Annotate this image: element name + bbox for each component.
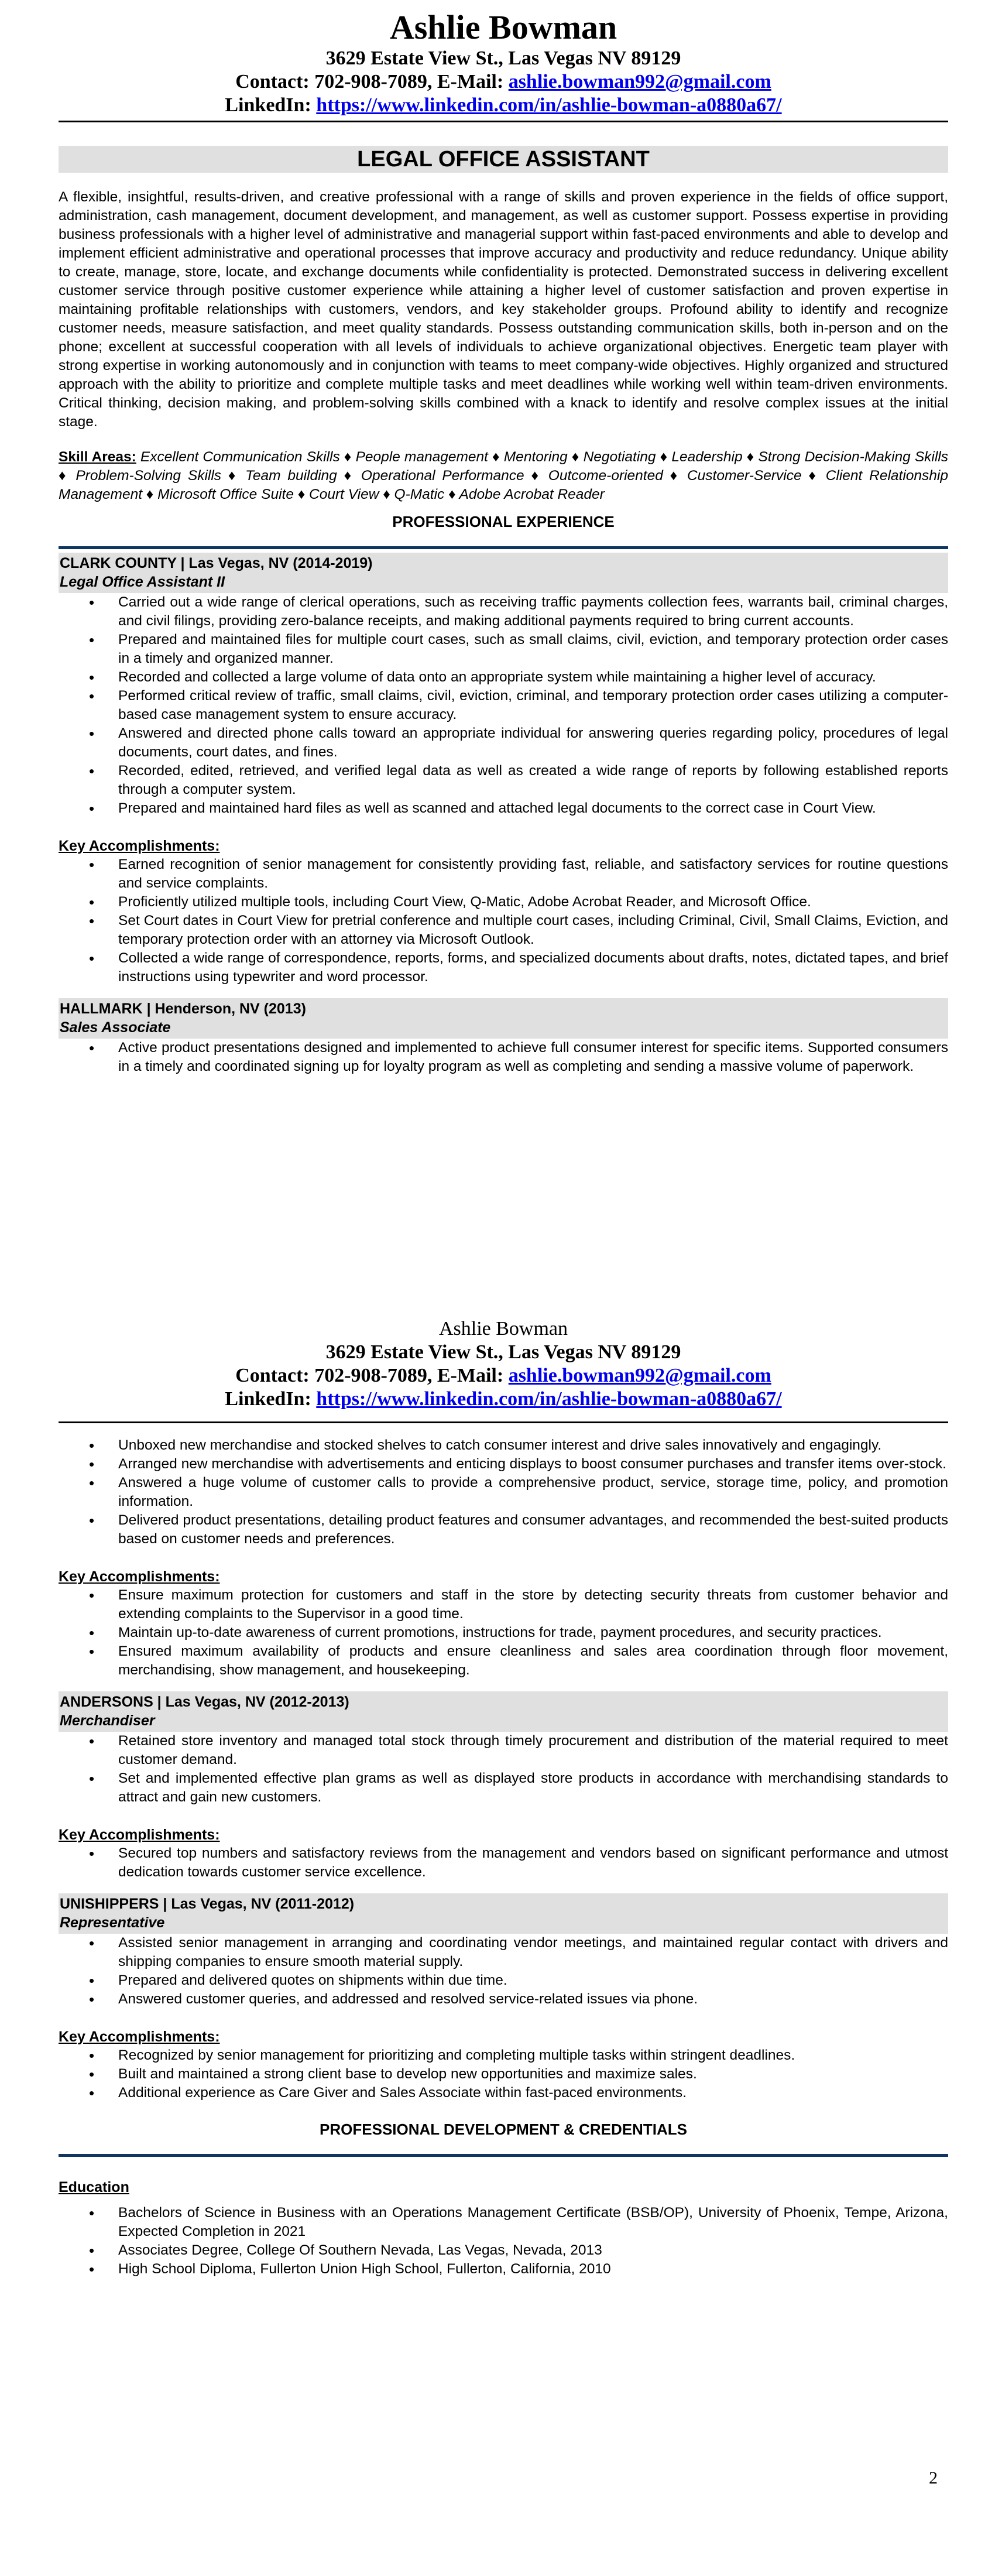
section-title-experience: PROFESSIONAL EXPERIENCE bbox=[392, 513, 615, 530]
accomplishments-list bbox=[59, 2046, 948, 2102]
header-divider bbox=[59, 1421, 948, 1423]
list-item: • Recorded, edited, retrieved, and verified legal data as well as created a wide range of reports by following established reports through a computer system. bbox=[59, 762, 948, 799]
section-title-credentials: PROFESSIONAL DEVELOPMENT & CREDENTIALS bbox=[320, 2121, 687, 2138]
list-item: • Earned recognition of senior management for consistently providing fast, reliable, and satisfactory services for routine questions and service complaints. bbox=[59, 855, 948, 893]
list-item: • Delivered product presentations, detailing product features and consumer advantages, and recommended the best-suited products based on customer needs and preferences. bbox=[59, 1511, 948, 1549]
job-role: Sales Associate bbox=[60, 1019, 171, 1036]
accomplishments-list bbox=[59, 1586, 948, 1680]
list-item: • Maintain up-to-date awareness of current promotions, instructions for trade, payment procedures, and security practices. bbox=[59, 1623, 948, 1642]
contact-line bbox=[59, 70, 948, 94]
list-item: • Active product presentations designed and implemented to achieve full consumer interest for specific items. Supported consumers in a timely and coordinated signing up for loyalty program as well as completing and sending a massive volume of paperwork. bbox=[59, 1039, 948, 1076]
company-line: CLARK COUNTY | Las Vegas, NV (2014-2019) bbox=[60, 555, 373, 571]
linkedin-label: LinkedIn: bbox=[225, 1388, 317, 1410]
resume-header-repeat bbox=[59, 1317, 948, 1411]
list-item: • Secured top numbers and satisfactory reviews from the management and vendors based on significant performance and utmost dedication towards customer service excellence. bbox=[59, 1844, 948, 1882]
list-item: • Assisted senior management in arranging and coordinating vendor meetings, and maintained regular contact with drivers and shipping companies to ensure smooth material supply. bbox=[59, 1934, 948, 1971]
list-item: • Proficiently utilized multiple tools, including Court View, Q-Matic, Adobe Acrobat Reader, and Microsoft Office. bbox=[59, 893, 948, 912]
company-line: ANDERSONS | Las Vegas, NV (2012-2013) bbox=[60, 1694, 349, 1710]
key-accomplishments-heading: Key Accomplishments: bbox=[59, 2029, 220, 2045]
list-item: • Additional experience as Care Giver and Sales Associate within fast-paced environments. bbox=[59, 2084, 948, 2102]
skill-areas bbox=[59, 448, 948, 504]
linkedin-label: LinkedIn: bbox=[225, 94, 317, 116]
email-link[interactable]: ashlie.bowman992@gmail.com bbox=[508, 1365, 771, 1386]
accomplishments-list bbox=[59, 1844, 948, 1882]
list-item: • Unboxed new merchandise and stocked shelves to catch consumer interest and drive sales innovatively and engagingly. bbox=[59, 1436, 948, 1455]
resume-header bbox=[59, 8, 948, 117]
list-item: • Performed critical review of traffic, small claims, civil, eviction, criminal, and temporary protection order cases utilizing a computer-based case management system to ensure accuracy. bbox=[59, 687, 948, 724]
company-line: UNISHIPPERS | Las Vegas, NV (2011-2012) bbox=[60, 1896, 355, 1912]
skill-areas-list: Excellent Communication Skills ♦ People management ♦ Mentoring ♦ Negotiating ♦ Leadership ♦ Strong Decision-Making Skills ♦ Problem-Solving Skills ♦ Team building ♦ Operational Performance ♦ Outcome-oriented ♦ Customer-Service ♦ Client Relationship Management ♦ Microsoft Office Suite ♦ Court View ♦ Q-Matic ♦ Adobe Acrobat Reader bbox=[59, 449, 948, 502]
job-duties-list bbox=[59, 1934, 948, 2009]
job-header-clark-county bbox=[59, 553, 948, 593]
job-duties-list bbox=[59, 593, 948, 818]
list-item: • Set and implemented effective plan grams as well as displayed store products in accordance with merchandising standards to attract and gain new customers. bbox=[59, 1769, 948, 1807]
candidate-name: Ashlie Bowman bbox=[389, 8, 617, 46]
list-item: • Set Court dates in Court View for pretrial conference and multiple court cases, including Criminal, Civil, Small Claims, Eviction, and temporary protection order with an attorney via Microsoft Outlook. bbox=[59, 912, 948, 949]
job-header-andersons bbox=[59, 1691, 948, 1732]
list-item: • Recorded and collected a large volume of data onto an appropriate system while maintaining a higher level of accuracy. bbox=[59, 668, 948, 687]
list-item: • Prepared and maintained hard files as well as scanned and attached legal documents to the correct case in Court View. bbox=[59, 799, 948, 818]
education-heading: Education bbox=[59, 2179, 129, 2195]
linkedin-link[interactable]: https://www.linkedin.com/in/ashlie-bowman-a0880a67/ bbox=[316, 94, 782, 116]
professional-summary: A flexible, insightful, results-driven, and creative professional with a range of skills and proven experience in the fields of office support, administration, cash management, document development, and management, as well as customer support. Possess expertise in providing business professionals with a higher level of administrative and managerial support within fast-paced environments and able to develop and implement efficient administrative and operational processes that improve accuracy and productivity and reduce redundancy. Unique ability to create, manage, store, locate, and exchange documents while confidentiality is protected. Demonstrated success in delivering excellent customer service through positive customer experience while attaining a higher level of customer satisfaction and proven expertise in maintaining profitable relationships with customers, vendors, and key stakeholder groups. Profound ability to identify and recognize customer needs, measure satisfaction, and meet quality standards. Possess outstanding communication skills, both in-person and on the phone; excellent at successful cooperation with all levels of individuals to achieve organizational objectives. Energetic team player with strong expertise in working autonomously and in conjunction with teams to meet company-wide objectives. Highly organized and structured approach with the ability to prioritize and complete multiple tasks and meet deadlines while working well within team-driven environments. Critical thinking, decision making, and problem-solving skills combined with a knack to identify and resolve complex issues at the initial stage. bbox=[59, 189, 948, 430]
contact-label: Contact: 702-908-7089, E-Mail: bbox=[235, 71, 509, 93]
linkedin-line bbox=[59, 1388, 948, 1411]
skill-areas-label: Skill Areas: bbox=[59, 449, 136, 465]
job-duties-list bbox=[59, 1732, 948, 1807]
contact-label: Contact: 702-908-7089, E-Mail: bbox=[235, 1365, 509, 1386]
job-header-unishippers bbox=[59, 1893, 948, 1934]
page-1-content bbox=[59, 0, 948, 1076]
contact-line bbox=[59, 1364, 948, 1388]
job-duties-list-continued bbox=[59, 1436, 948, 1549]
job-role: Legal Office Assistant II bbox=[60, 574, 225, 590]
job-header-hallmark bbox=[59, 998, 948, 1039]
education-list bbox=[59, 2204, 948, 2279]
company-line: HALLMARK | Henderson, NV (2013) bbox=[60, 1001, 306, 1017]
list-item: • Ensure maximum protection for customers and staff in the store by detecting security threats from customer behavior and extending complaints to the Supervisor in a good time. bbox=[59, 1586, 948, 1623]
key-accomplishments-heading: Key Accomplishments: bbox=[59, 1568, 220, 1585]
list-item: • High School Diploma, Fullerton Union High School, Fullerton, California, 2010 bbox=[59, 2260, 948, 2279]
job-role: Representative bbox=[60, 1914, 165, 1931]
header-divider bbox=[59, 121, 948, 122]
candidate-name: Ashlie Bowman bbox=[438, 1318, 568, 1340]
accomplishments-list bbox=[59, 855, 948, 986]
job-title-banner: LEGAL OFFICE ASSISTANT bbox=[59, 146, 948, 173]
key-accomplishments-heading: Key Accomplishments: bbox=[59, 838, 220, 854]
email-link[interactable]: ashlie.bowman992@gmail.com bbox=[508, 71, 771, 93]
list-item: • Recognized by senior management for prioritizing and completing multiple tasks within stringent deadlines. bbox=[59, 2046, 948, 2065]
page-2-content bbox=[59, 1288, 948, 2279]
section-divider bbox=[59, 546, 948, 549]
list-item: • Ensured maximum availability of products and ensure cleanliness and sales area coordination through floor movement, merchandising, show management, and housekeeping. bbox=[59, 1642, 948, 1680]
job-duties-list bbox=[59, 1039, 948, 1076]
list-item: • Carried out a wide range of clerical operations, such as receiving traffic payments collection fees, warrants bail, criminal charges, and civil filings, providing zero-balance receipts, and making additional payments required to bring current accounts. bbox=[59, 593, 948, 631]
address: 3629 Estate View St., Las Vegas NV 89129 bbox=[325, 1341, 681, 1363]
list-item: • Retained store inventory and managed total stock through timely procurement and distribution of the material required to meet customer demand. bbox=[59, 1732, 948, 1769]
list-item: • Collected a wide range of correspondence, reports, forms, and specialized documents about drafts, notes, dictated tapes, and brief instructions using typewriter and word processor. bbox=[59, 949, 948, 986]
linkedin-line bbox=[59, 94, 948, 117]
address: 3629 Estate View St., Las Vegas NV 89129 bbox=[325, 47, 681, 69]
list-item: • Arranged new merchandise with advertisements and enticing displays to boost consumer purchases and transfer items over-stock. bbox=[59, 1455, 948, 1474]
page-2 bbox=[0, 1288, 995, 2576]
list-item: • Prepared and delivered quotes on shipments within due time. bbox=[59, 1971, 948, 1990]
list-item: • Answered customer queries, and addressed and resolved service-related issues via phone. bbox=[59, 1990, 948, 2009]
list-item: • Answered a huge volume of customer calls to provide a comprehensive product, service, storage time, policy, and promotion information. bbox=[59, 1474, 948, 1511]
list-item: • Built and maintained a strong client base to develop new opportunities and maximize sales. bbox=[59, 2065, 948, 2084]
job-role: Merchandiser bbox=[60, 1712, 155, 1729]
page-number: 2 bbox=[929, 2468, 938, 2488]
list-item: • Associates Degree, College Of Southern Nevada, Las Vegas, Nevada, 2013 bbox=[59, 2241, 948, 2260]
list-item: • Bachelors of Science in Business with an Operations Management Certificate (BSB/OP), University of Phoenix, Tempe, Arizona, Expected Completion in 2021 bbox=[59, 2204, 948, 2241]
list-item: • Answered and directed phone calls toward an appropriate individual for answering queries regarding policy, procedures of legal documents, court dates, and fines. bbox=[59, 724, 948, 762]
key-accomplishments-heading: Key Accomplishments: bbox=[59, 1827, 220, 1843]
linkedin-link[interactable]: https://www.linkedin.com/in/ashlie-bowman-a0880a67/ bbox=[316, 1388, 782, 1410]
section-divider bbox=[59, 2154, 948, 2157]
list-item: • Prepared and maintained files for multiple court cases, such as small claims, civil, eviction, and temporary protection order cases in a timely and organized manner. bbox=[59, 631, 948, 668]
